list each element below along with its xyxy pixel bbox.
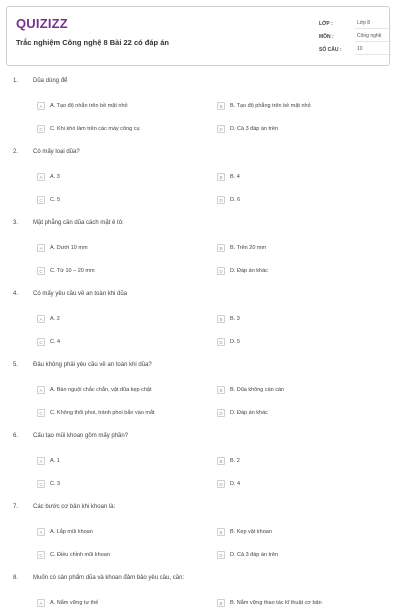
option-letter-box: D: [217, 338, 225, 346]
answer-option[interactable]: [217, 243, 266, 253]
option-letter-box: B: [217, 457, 225, 465]
option-letter-box: B: [217, 244, 225, 252]
option-letter-box: B: [217, 599, 225, 607]
option-letter-box: C: [37, 196, 45, 204]
option-text: C. Khi khó làm trên các máy công cụ: [50, 126, 140, 132]
question-text: Dũa dùng để: [33, 78, 68, 84]
question-number: 1.: [13, 78, 19, 84]
answer-option[interactable]: [217, 456, 240, 466]
answer-option[interactable]: [217, 172, 240, 182]
option-text: D. Đáp án khác: [230, 268, 268, 274]
answer-option[interactable]: [37, 243, 88, 253]
question-number: 8.: [13, 575, 19, 581]
answer-option[interactable]: [217, 314, 240, 324]
option-letter-box: A: [37, 386, 45, 394]
question-text: Mặt phẳng cần dũa cách mặt ê tô:: [33, 220, 124, 226]
option-text: A. 2: [50, 316, 60, 322]
page-title: Trắc nghiệm Công nghệ 8 Bài 22 có đáp án: [16, 38, 169, 47]
answer-option[interactable]: [217, 479, 240, 489]
answer-option[interactable]: [37, 124, 140, 134]
answer-option[interactable]: [37, 266, 95, 276]
option-letter-box: C: [37, 480, 45, 488]
option-text: B. 3: [230, 316, 240, 322]
answer-option[interactable]: [217, 266, 268, 276]
option-text: B. Kẹp vật khoan: [230, 529, 272, 535]
meta-value: Lớp 8: [355, 18, 391, 29]
option-letter-box: C: [37, 267, 45, 275]
meta-info: [319, 17, 391, 56]
meta-row-subject: [319, 30, 391, 43]
option-text: A. 3: [50, 174, 60, 180]
question-number: 3.: [13, 220, 19, 226]
answer-option[interactable]: [37, 550, 110, 560]
option-letter-box: D: [217, 196, 225, 204]
option-text: B. 4: [230, 174, 240, 180]
meta-value: 10: [355, 44, 391, 55]
quizizz-logo[interactable]: QUIZIZZ: [16, 16, 68, 31]
option-text: B. Dũa không cán cán: [230, 387, 285, 393]
option-text: D. 5: [230, 339, 241, 345]
question-number: 7.: [13, 504, 19, 510]
option-text: D. 6: [230, 197, 241, 203]
option-letter-box: D: [217, 409, 225, 417]
worksheet-header: [6, 6, 390, 66]
option-text: C. Từ 10 – 20 mm: [50, 268, 95, 274]
option-letter-box: B: [217, 386, 225, 394]
option-text: C. Điều chỉnh mũi khoan: [50, 552, 110, 558]
option-text: A. Lắp mũi khoan: [50, 529, 93, 535]
answer-option[interactable]: [37, 408, 155, 418]
answer-option[interactable]: [217, 550, 278, 560]
option-text: D. Đáp án khác: [230, 410, 268, 416]
option-letter-box: A: [37, 599, 45, 607]
option-letter-box: C: [37, 409, 45, 417]
option-letter-box: B: [217, 528, 225, 536]
answer-option[interactable]: [217, 408, 268, 418]
answer-option[interactable]: [37, 456, 60, 466]
answer-option[interactable]: [37, 195, 60, 205]
option-text: A. Dưới 10 mm: [50, 245, 88, 251]
option-text: B. Trên 20 mm: [230, 245, 267, 251]
option-text: A. Nắm vững tư thế: [50, 600, 99, 606]
answer-option[interactable]: [217, 337, 240, 347]
answer-option[interactable]: [217, 124, 278, 134]
option-text: C. 5: [50, 197, 61, 203]
answer-option[interactable]: [37, 479, 60, 489]
option-letter-box: B: [217, 315, 225, 323]
option-letter-box: B: [217, 102, 225, 110]
answer-option[interactable]: [217, 598, 322, 608]
option-letter-box: D: [217, 480, 225, 488]
answer-option[interactable]: [37, 337, 60, 347]
option-letter-box: C: [37, 125, 45, 133]
question-text: Muốn có sản phẩm dũa và khoan đảm bảo yêu cầu, cần:: [33, 575, 185, 581]
option-letter-box: A: [37, 315, 45, 323]
question-number: 2.: [13, 149, 19, 155]
option-letter-box: D: [217, 125, 225, 133]
option-letter-box: D: [217, 551, 225, 559]
option-text: B. 2: [230, 458, 240, 464]
option-text: D. 4: [230, 481, 241, 487]
option-letter-box: A: [37, 102, 45, 110]
answer-option[interactable]: [217, 385, 284, 395]
question-text: Có mấy loại dũa?: [33, 149, 80, 155]
option-text: D. Cả 3 đáp án trên: [230, 126, 279, 132]
answer-option[interactable]: [37, 598, 98, 608]
option-text: A. Bàn nguội chắc chắn, vật dũa kẹp chặt: [50, 387, 152, 393]
option-letter-box: A: [37, 244, 45, 252]
option-text: A. Tạo độ nhẵn trên bề mặt nhỏ: [50, 103, 128, 109]
option-letter-box: D: [217, 267, 225, 275]
meta-label: SỐ CÂU :: [319, 46, 342, 53]
question-number: 4.: [13, 291, 19, 297]
question-number: 5.: [13, 362, 19, 368]
answer-option[interactable]: [217, 527, 272, 537]
option-letter-box: C: [37, 338, 45, 346]
option-text: B. Tạo độ phẳng trên bề mặt nhỏ: [230, 103, 311, 109]
option-text: D. Cả 3 đáp án trên: [230, 552, 279, 558]
answer-option[interactable]: [37, 314, 60, 324]
question-text: Cấu tạo mũi khoan gồm mấy phần?: [33, 433, 129, 439]
meta-label: MÔN :: [319, 33, 334, 40]
question-text: Các bước cơ bản khi khoan là:: [33, 504, 116, 510]
option-text: C. 3: [50, 481, 61, 487]
answer-option[interactable]: [37, 527, 93, 537]
meta-label: LỚP :: [319, 20, 333, 27]
option-text: C. Không thổi phoi, tránh phoi bắn vào mắt: [50, 410, 155, 416]
answer-option[interactable]: [37, 172, 60, 182]
option-letter-box: A: [37, 457, 45, 465]
option-letter-box: B: [217, 173, 225, 181]
meta-row-count: [319, 43, 391, 56]
option-letter-box: A: [37, 528, 45, 536]
answer-option[interactable]: [37, 101, 128, 111]
answer-option[interactable]: [217, 101, 311, 111]
answer-option[interactable]: [217, 195, 240, 205]
question-number: 6.: [13, 433, 19, 439]
question-text: Đâu không phải yêu cầu về an toàn khi dũa?: [33, 362, 152, 368]
option-text: B. Nắm vững thao tác kĩ thuật cơ bản: [230, 600, 322, 606]
option-text: C. 4: [50, 339, 61, 345]
option-text: A. 1: [50, 458, 60, 464]
option-letter-box: C: [37, 551, 45, 559]
option-letter-box: A: [37, 173, 45, 181]
question-text: Có mấy yêu cầu về an toàn khi dũa: [33, 291, 128, 297]
meta-row-class: [319, 17, 391, 30]
meta-value: Công nghệ: [355, 31, 391, 42]
answer-option[interactable]: [37, 385, 152, 395]
